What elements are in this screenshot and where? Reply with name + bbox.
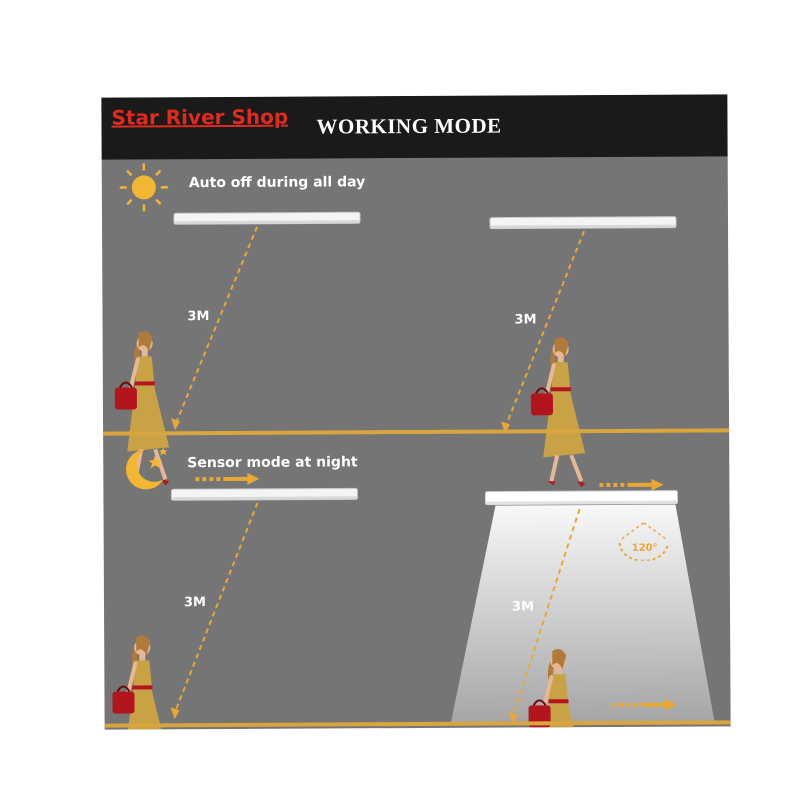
- header-bar: [101, 94, 727, 159]
- distance-label-night-left: 3M: [183, 595, 207, 611]
- day-mode-panel: [102, 156, 729, 435]
- page-title: WORKING MODE: [316, 113, 502, 139]
- distance-label-night-right: 3M: [511, 599, 535, 615]
- day-mode-caption: Auto off during all day: [188, 174, 366, 192]
- distance-label-day-left: 3M: [187, 309, 210, 325]
- detection-angle-icon: [612, 521, 676, 561]
- night-mode-caption: Sensor mode at night: [187, 454, 358, 472]
- distance-label-day-right: 3M: [514, 312, 537, 328]
- moon-stars-icon: [115, 441, 171, 497]
- detection-angle-label: 120°: [631, 542, 658, 554]
- motion-arrow-night-right: [612, 697, 682, 713]
- shop-name[interactable]: Star River Shop: [111, 104, 289, 130]
- night-mode-panel: [103, 432, 731, 729]
- woman-figure-night-left: [108, 633, 179, 729]
- woman-figure-night-right: [524, 647, 595, 730]
- working-mode-card: [101, 94, 730, 729]
- sun-icon: [116, 159, 172, 215]
